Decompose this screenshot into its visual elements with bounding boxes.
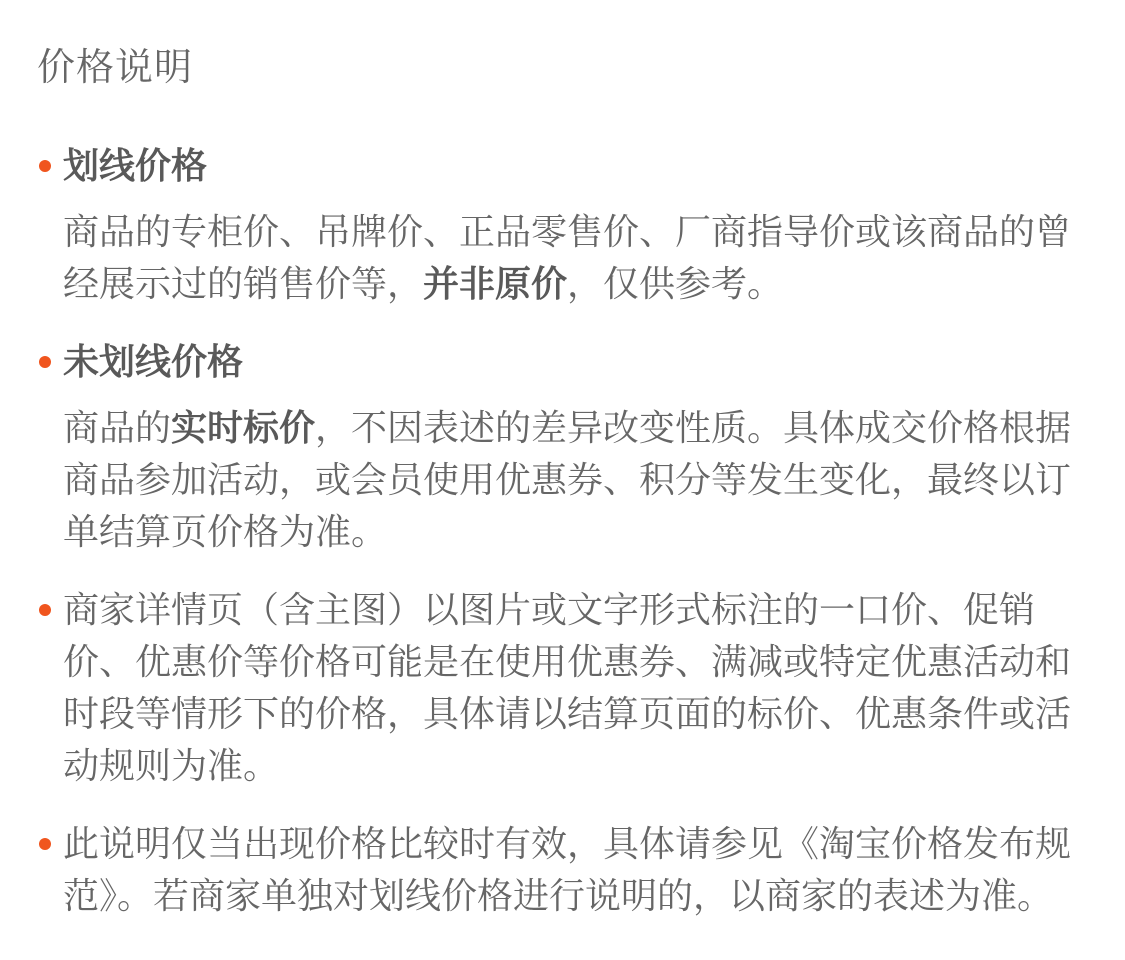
list-item	[37, 584, 1072, 792]
bullet-dot-icon	[39, 604, 51, 616]
body-text: ，不因表述的差异改变性质。具体成交价格根据商品参加活动，或会员使用优惠券、积分等发生变化，最终以订单结算页价格为准。	[63, 407, 1072, 552]
list-item	[37, 336, 1072, 558]
emphasis-text: 实时标价	[171, 407, 316, 448]
body-text: 商家详情页（含主图）以图片或文字形式标注的一口价、促销价、优惠价等价格可能是在使用优惠券、满减或特定优惠活动和时段等情形下的价格，具体请以结算页面的标价、优惠条件或活动规则为准。	[63, 589, 1072, 786]
bullet-dot-icon	[39, 356, 51, 368]
list-item	[37, 818, 1072, 922]
section-body	[63, 402, 1072, 558]
body-text: ，仅供参考。	[567, 263, 784, 304]
page-title: 价格说明	[37, 47, 194, 89]
bullet-list	[37, 140, 1072, 922]
bullet-dot-icon	[39, 838, 51, 850]
section-heading: 未划线价格	[63, 341, 244, 382]
body-text: 商品的	[63, 407, 172, 448]
bullet-dot-icon	[39, 160, 51, 172]
list-item	[37, 140, 1072, 310]
section-body	[63, 818, 1072, 922]
section-body	[63, 206, 1072, 310]
section-heading: 划线价格	[63, 145, 208, 186]
body-text: 此说明仅当出现价格比较时有效，具体请参见《淘宝价格发布规范》。若商家单独对划线价格进行说明的，以商家的表述为准。	[63, 823, 1072, 916]
body-text: 商品的专柜价、吊牌价、正品零售价、厂商指导价或该商品的曾经展示过的销售价等，	[63, 211, 1072, 304]
section-body	[63, 584, 1072, 792]
emphasis-text: 并非原价	[423, 263, 568, 304]
